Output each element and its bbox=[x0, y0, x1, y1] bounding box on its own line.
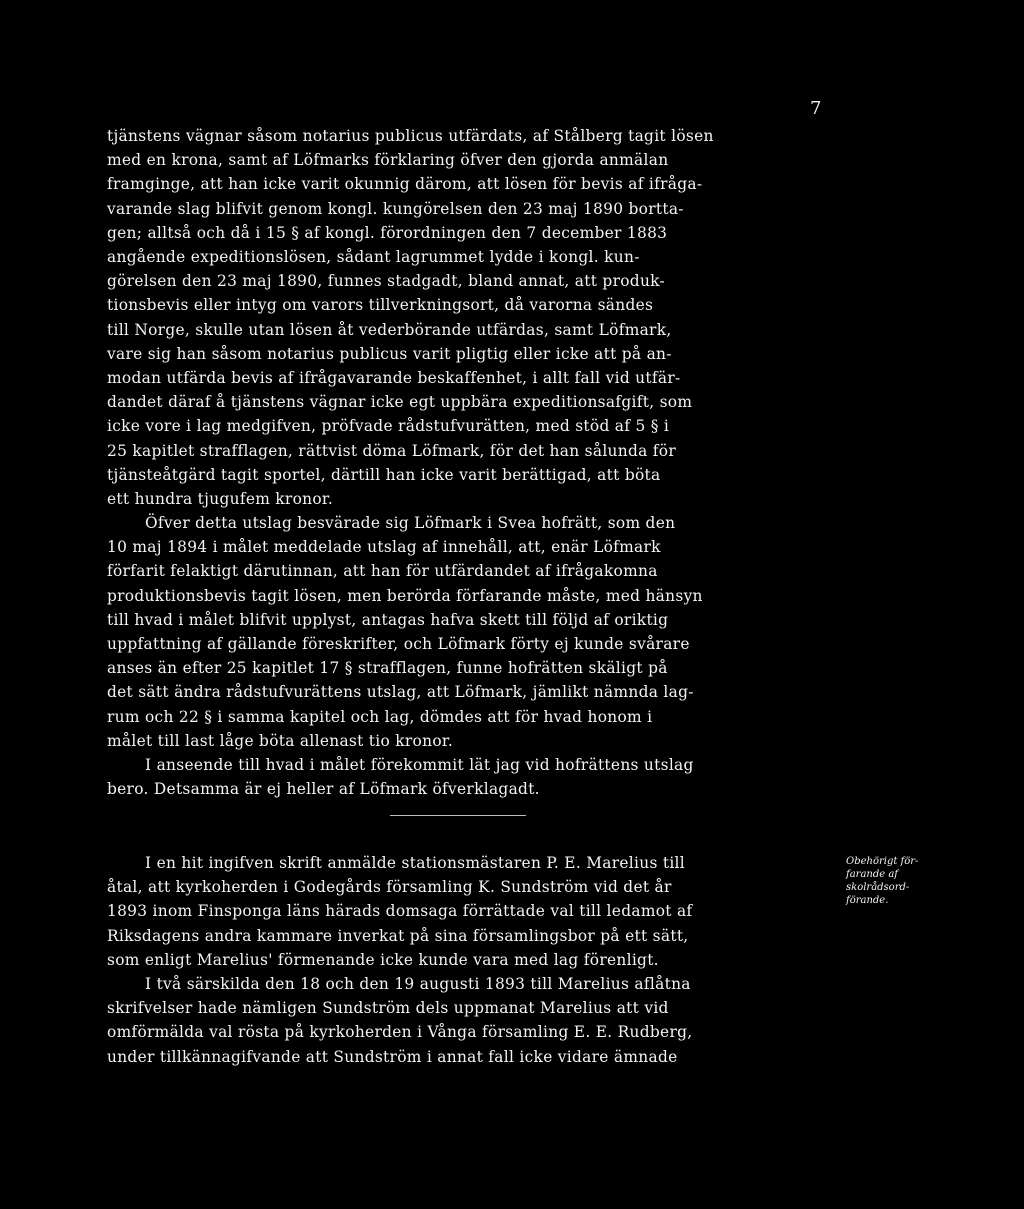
text-line: modan utfärda bevis af ifrågavarande beskaffenhet, i allt fall vid utfär- bbox=[107, 369, 681, 388]
text-line: ett hundra tjugufem kronor. bbox=[107, 490, 334, 509]
paragraph-2 bbox=[107, 511, 842, 753]
text-line: anses än efter 25 kapitlet 17 § strafflagen, funne hofrätten skäligt på bbox=[107, 659, 668, 678]
text-line: angående expeditionslösen, sådant lagrummet lydde i kongl. kun- bbox=[107, 248, 640, 267]
text-line: som enligt Marelius' förmenande icke kunde vara med lag förenligt. bbox=[107, 950, 659, 969]
paragraph-1 bbox=[107, 124, 842, 511]
text-line: till Norge, skulle utan lösen åt vederbörande utfärdas, samt Löfmark, bbox=[107, 320, 672, 339]
text-line: tionsbevis eller intyg om varors tillverkningsort, då varorna sändes bbox=[107, 296, 654, 315]
text-line: åtal, att kyrkoherden i Godegårds församling K. Sundström vid det år bbox=[107, 878, 672, 897]
text-line: I två särskilda den 18 och den 19 augusti 1893 till Marelius aflåtna bbox=[145, 975, 691, 993]
margin-note-line: Obehörigt för- bbox=[846, 856, 919, 867]
text-line: gen; alltså och då i 15 § af kongl. förordningen den 7 december 1883 bbox=[107, 223, 668, 242]
text-line: tjänstens vägnar såsom notarius publicus utfärdats, af Stålberg tagit lösen bbox=[107, 127, 714, 145]
text-line: förfarit felaktigt därutinnan, att han för utfärdandet af ifrågakomna bbox=[107, 562, 658, 581]
text-line: icke vore i lag medgifven, pröfvade rådstufvurätten, med stöd af 5 § i bbox=[107, 417, 670, 436]
paragraph-3 bbox=[107, 753, 842, 801]
text-line: I en hit ingifven skrift anmälde stationsmästaren P. E. Marelius till bbox=[145, 854, 685, 872]
text-line: rum och 22 § i samma kapitel och lag, dömdes att för hvad honom i bbox=[107, 707, 653, 726]
text-line: det sätt ändra rådstufvurättens utslag, att Löfmark, jämlikt nämnda lag- bbox=[107, 683, 694, 702]
text-line: omförmälda val rösta på kyrkoherden i Vånga församling E. E. Rudberg, bbox=[107, 1023, 693, 1042]
text-line: I anseende till hvad i målet förekommit lät jag vid hofrättens utslag bbox=[145, 756, 694, 774]
page-number: 7 bbox=[810, 98, 822, 119]
text-line: produktionsbevis tagit lösen, men berörda förfarande måste, med hänsyn bbox=[107, 586, 703, 605]
margin-note-line: farande af bbox=[846, 869, 899, 880]
margin-note-line: förande. bbox=[846, 895, 889, 906]
text-line: Riksdagens andra kammare inverkat på sina församlingsbor på ett sätt, bbox=[107, 926, 689, 945]
text-line: vare sig han såsom notarius publicus varit pligtig eller icke att på an- bbox=[107, 344, 672, 363]
section-divider bbox=[390, 815, 526, 816]
text-line: varande slag blifvit genom kongl. kungörelsen den 23 maj 1890 bortta- bbox=[107, 199, 684, 218]
text-line: till hvad i målet blifvit upplyst, antagas hafva skett till följd af oriktig bbox=[107, 610, 669, 629]
text-line: tjänsteåtgärd tagit sportel, därtill han icke varit berättigad, att böta bbox=[107, 465, 661, 484]
paragraph-5 bbox=[107, 972, 842, 1069]
text-line: dandet däraf å tjänstens vägnar icke egt uppbära expeditionsafgift, som bbox=[107, 393, 693, 412]
margin-note bbox=[846, 855, 926, 907]
text-line: framginge, att han icke varit okunnig därom, att lösen för bevis af ifråga- bbox=[107, 175, 703, 194]
margin-note-line: skolrådsord- bbox=[846, 882, 910, 893]
text-line: 1893 inom Finsponga läns härads domsaga förrättade val till ledamot af bbox=[107, 902, 693, 921]
text-line: uppfattning af gällande föreskrifter, och Löfmark förty ej kunde svårare bbox=[107, 635, 690, 654]
text-line: bero. Detsamma är ej heller af Löfmark öfverklagadt. bbox=[107, 780, 540, 799]
text-line: målet till last låge böta allenast tio kronor. bbox=[107, 731, 454, 750]
paragraph-4 bbox=[107, 851, 842, 972]
text-line: skrifvelser hade nämligen Sundström dels uppmanat Marelius att vid bbox=[107, 999, 669, 1018]
text-line: 10 maj 1894 i målet meddelade utslag af innehåll, att, enär Löfmark bbox=[107, 538, 661, 557]
text-line: med en krona, samt af Löfmarks förklaring öfver den gjorda anmälan bbox=[107, 151, 669, 170]
text-line: 25 kapitlet strafflagen, rättvist döma Löfmark, för det han sålunda för bbox=[107, 441, 677, 460]
text-line: under tillkännagifvande att Sundström i annat fall icke vidare ämnade bbox=[107, 1047, 678, 1066]
text-line: Öfver detta utslag besvärade sig Löfmark i Svea hofrätt, som den bbox=[145, 514, 676, 532]
text-line: görelsen den 23 maj 1890, funnes stadgadt, bland annat, att produk- bbox=[107, 272, 666, 291]
